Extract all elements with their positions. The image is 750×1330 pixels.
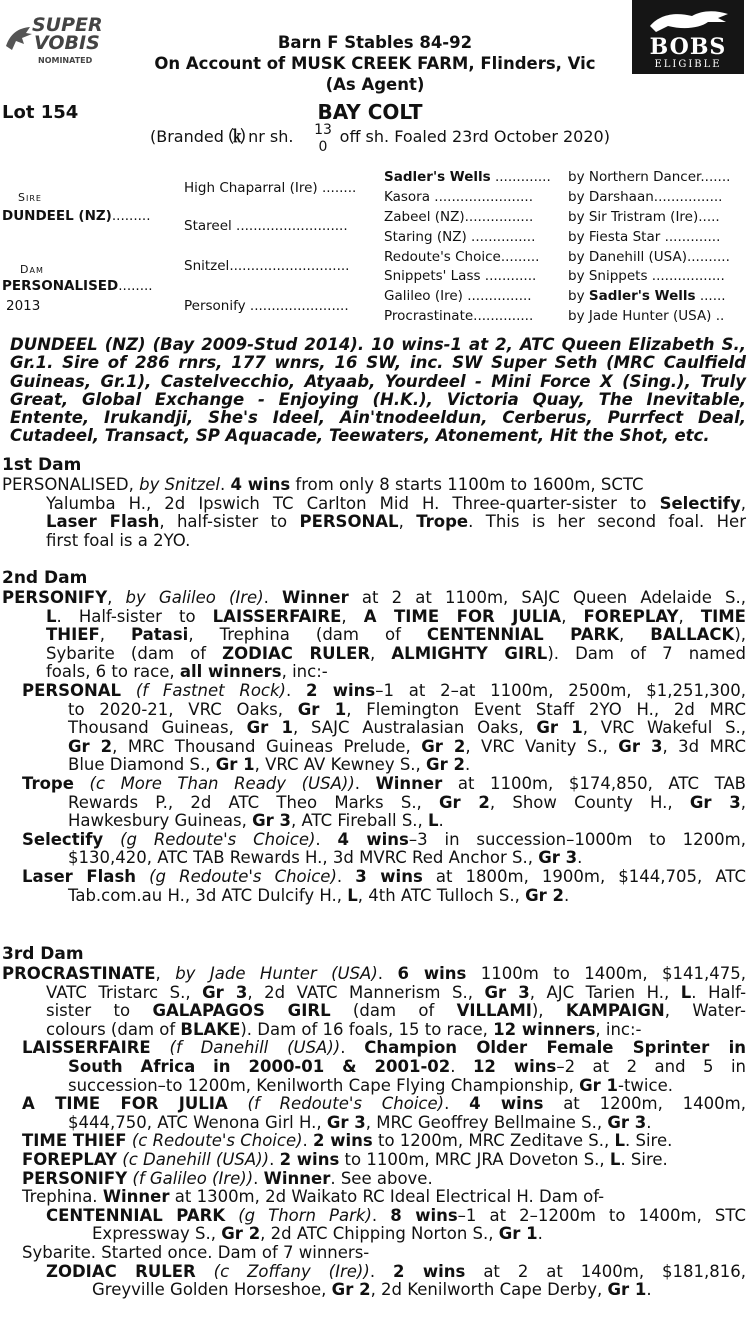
first-dam-body: PERSONALISED, by Snitzel. 4 wins from only 8 starts 1100m to 1600m, SCTC Yalumba H., 2d Ipswich TC Carlton Mid H. Three-quarter-sister to Selectify, Laser Flash, half-sister to PERSONAL, Trope. This is her second foal. Her first foal is a 2YO. — [2, 475, 746, 550]
sire-summary-line: Entente, Irukandji, She's Ideel, Ain'tnodeeldun, Cerberus, Purrfect Deal, — [10, 408, 746, 428]
bobs-eligible-logo — [632, 0, 744, 74]
sire-summary-line: DUNDEEL (NZ) (Bay 2009-Stud 2014). 10 wins-1 at 2, ATC Queen Elizabeth S., — [10, 335, 746, 354]
g4-3: by Sir Tristram (Ire)..... — [568, 209, 720, 225]
sire-label: Sire — [18, 191, 42, 204]
g4-8: by Jade Hunter (USA) .. — [568, 308, 725, 324]
g4-1: by Northern Dancer....... — [568, 169, 731, 185]
bobs-title: BOBS — [649, 34, 727, 60]
sire-summary-line: Cutadeel, Transact, SP Aquacade, Teewaters, Atonement, Hit the Shot, etc. — [10, 426, 710, 446]
g4-5: by Danehill (USA).......... — [568, 249, 730, 265]
brand-fraction — [312, 122, 334, 156]
second-dam-body: PERSONIFY, by Galileo (Ire). Winner at 2 at 1100m, SAJC Queen Adelaide S., L. Half-sister to LAISSERFAIRE, A TIME FOR JULIA, FOREPLAY, TIME THIEF, Patasi, Trephina (dam of CENTENNIAL PARK, BALLACK), Sybarite (dam of ZODIAC RULER, ALMIGHTY GIRL). Dam of 7 named foals, 6 to race, all winners, inc:- PERSONAL (f Fastnet Rock). 2 wins–1 at 2–at 1100m, 2500m, $1,251,300, to 2020-21, VRC Oaks, Gr 1, Flemington Event Staff 2YO H., 2d MRC Thousand Guineas, Gr 1, SAJC Australasian Oaks, Gr 1, VRC Wakeful S., Gr 2, MRC Thousand Guineas Prelude, Gr 2, VRC Vanity S., Gr 3, 3d MRC Blue Diamond S., Gr 1, VRC AV Kewney S., Gr 2. Trope (c More Than Ready (USA)). Winner at 1100m, $174,850, ATC TAB Rewards P., 2d ATC Theo Marks S., Gr 2, Show County H., Gr 3, Hawkesbury Guineas, Gr 3, ATC Fireball S., L. Selectify (g Redoute's Choice). 4 wins–3 in succession–1000m to 1200m, $130,420, ATC TAB Rewards H., 3d MVRC Red Anchor S., Gr 3. Laser Flash (g Redoute's Choice). 3 wins at 1800m, 1900m, $144,705, ATC Tab.com.au H., 3d ATC Dulcify H., L, 4th ATC Tulloch S., Gr 2. — [2, 588, 747, 905]
g3-2: Kasora ....................... — [384, 189, 534, 205]
brand-nr: nr sh. — [248, 127, 294, 146]
dam-label: Dam — [20, 263, 44, 276]
g3-7: Galileo (Ire) ............... — [384, 288, 532, 304]
third-dam-heading: 3rd Dam — [2, 944, 84, 964]
sire-summary-line: Great, Global Exchange - Enjoying (H.K.), Victoria Quay, The Inevitable, — [10, 389, 746, 409]
third-dam-body: PROCRASTINATE, by Jade Hunter (USA). 6 wins 1100m to 1400m, $141,475, VATC Tristarc S., Gr 3, 2d VATC Mannerism S., Gr 3, AJC Tarien H., L. Half- sister to GALAPAGOS GIRL (dam of VILLAMI), KAMPAIGN, Water- colours (dam of BLAKE). Dam of 16 foals, 15 to race, 12 winners, inc:- LAISSERFAIRE (f Danehill (USA)). Champion Older Female Sprinter in South Africa in 2000-01 & 2001-02. 12 wins–2 at 2 and 5 in succession–to 1200m, Kenilworth Cape Flying Championship, Gr 1-twice. A TIME FOR JULIA (f Redoute's Choice). 4 wins at 1200m, 1400m, $444,750, ATC Wenona Girl H., Gr 3, MRC Geoffrey Bellmaine S., Gr 3. TIME THIEF (c Redoute's Choice). 2 wins to 1200m, MRC Zeditave S., L. Sire. FOREPLAY (c Danehill (USA)). 2 wins to 1100m, MRC JRA Doveton S., L. Sire. PERSONIFY (f Galileo (Ire)). Winner. See above. Trephina. Winner at 1300m, 2d Waikato RC Ideal Electrical H. Dam of- CENTENNIAL PARK (g Thorn Park). 8 wins–1 at 2–1200m to 1400m, STC Expressway S., Gr 2, 2d ATC Chipping Norton S., Gr 1. Sybarite. Started once. Dam of 7 winners- ZODIAC RULER (c Zoffany (Ire)). 2 wins at 2 at 1400m, $181,816, Greyville Golden Horseshoe, Gr 2, 2d Kenilworth Cape Derby, Gr 1. — [2, 964, 747, 1300]
g3-4: Staring (NZ) ............... — [384, 229, 536, 245]
g2-sire-sire: High Chaparral (Ire) ........ — [184, 180, 357, 196]
g3-5: Redoute's Choice......... — [384, 249, 540, 265]
barn-line: Barn F Stables 84-92 — [277, 33, 473, 52]
super-vobis-logo — [4, 6, 116, 68]
second-dam-heading: 2nd Dam — [2, 568, 88, 588]
brand-mark-icon: ⒦ — [229, 127, 246, 146]
g4-2: by Darshaan................ — [568, 189, 723, 205]
g4-4: by Fiesta Star ............. — [568, 229, 721, 245]
logo-text-2: VOBIS — [34, 32, 100, 54]
brand-suffix: off sh. Foaled 23rd October 2020) — [339, 127, 610, 146]
g4-7: by Sadler's Wells ...... — [568, 288, 726, 304]
g3-1: Sadler's Wells ............. — [384, 169, 551, 185]
brand-prefix: (Branded — [150, 127, 224, 146]
sire-summary-line: Guineas, Gr.1), Castelvecchio, Atyaab, Yourdeel - Mini Force X (Sing.), Truly — [10, 371, 746, 391]
first-dam-heading: 1st Dam — [2, 455, 82, 475]
g3-3: Zabeel (NZ)................ — [384, 209, 534, 225]
dam-name: PERSONALISED........ — [2, 278, 153, 294]
sire-summary-line: Gr.1. Sire of 286 rnrs, 177 wnrs, 16 SW, inc. SW Super Seth (MRC Caulfield — [10, 353, 746, 373]
g2-sire-dam: Stareel .......................... — [184, 218, 348, 234]
brand-den: 0 — [318, 139, 328, 155]
account-line: On Account of MUSK CREEK FARM, Flinders, Vic — [154, 54, 596, 73]
logo-text-3: NOMINATED — [38, 56, 93, 65]
g2-dam-dam: Personify ....................... — [184, 298, 349, 314]
bobs-subtitle: ELIGIBLE — [654, 59, 722, 70]
logo-text-1: SUPER — [32, 14, 103, 36]
brand-num: 13 — [314, 122, 332, 138]
agent-line: (As Agent) — [325, 75, 425, 94]
sire-summary — [10, 336, 746, 446]
racehorse-icon — [646, 6, 732, 34]
brand-line — [150, 122, 610, 155]
g2-dam-sire: Snitzel............................ — [184, 258, 350, 274]
g4-6: by Snippets ................. — [568, 268, 725, 284]
g3-6: Snippets' Lass ............ — [384, 268, 537, 284]
horse-head-icon — [4, 24, 34, 52]
g3-8: Procrastinate.............. — [384, 308, 534, 324]
sire-name: DUNDEEL (NZ)......... — [2, 208, 151, 224]
dam-year: 2013 — [6, 298, 41, 314]
horse-title: BAY COLT — [317, 100, 423, 124]
lot-number: Lot 154 — [2, 102, 79, 123]
